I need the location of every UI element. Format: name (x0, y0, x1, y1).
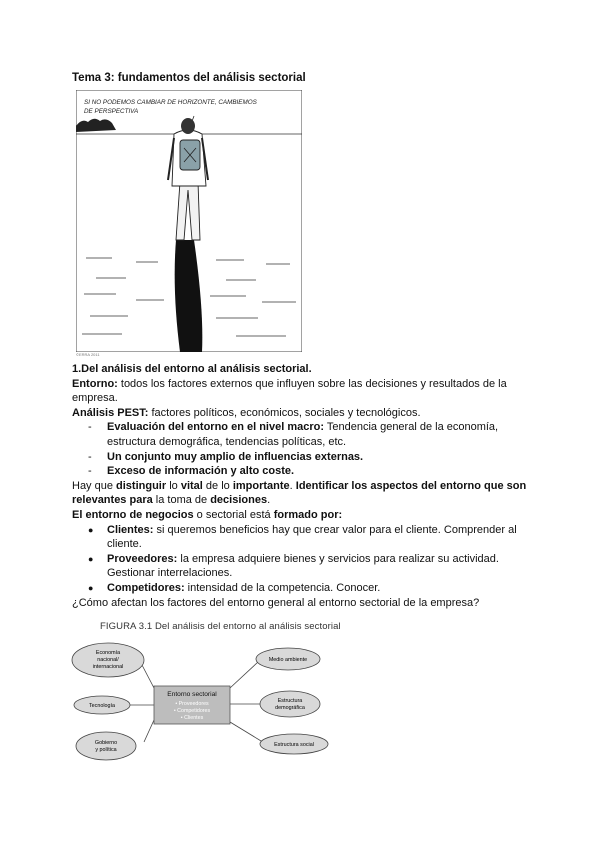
node-label: demográfica (275, 705, 305, 711)
pest-paragraph: Análisis PEST: factores políticos, económicos, sociales y tecnológicos. (72, 406, 421, 419)
center-item: • Proveedores (175, 701, 209, 707)
entorno-diagram (70, 640, 332, 765)
center-item: • Competidores (173, 708, 211, 714)
node-label: y política (95, 747, 117, 753)
center-title: Entorno sectorial (167, 691, 217, 698)
list-item: - Un conjunto muy amplio de influencias externas. (72, 450, 532, 465)
body-text (72, 362, 532, 610)
list-item: - Evaluación del entorno en el nivel macro: Tendencia general de la economía, estructura demográfica, tendencias políticas, etc. (72, 420, 532, 449)
node-estructura-demografica (260, 691, 320, 717)
cartoon-illustration (76, 90, 302, 352)
list-item: ● Competidores: intensidad de la competencia. Conocer. (72, 581, 532, 596)
node-label: Estructura social (274, 742, 314, 748)
node-label: internacional (92, 664, 124, 670)
question-paragraph: ¿Cómo afectan los factores del entorno general al entorno sectorial de la empresa? (72, 596, 480, 609)
cartoon-credit: ©ERRA 2011 (76, 352, 100, 357)
list-item: ● Clientes: si queremos beneficios hay que crear valor para el cliente. Comprender al cliente. (72, 523, 532, 552)
center-item: • Clientes (180, 715, 204, 721)
node-label: Gobierno (94, 740, 118, 746)
node-label: Economía (95, 650, 121, 656)
cartoon-caption-line2: DE PERSPECTIVA (84, 108, 139, 115)
figure-caption: FIGURA 3.1 Del análisis del entorno al análisis sectorial (100, 621, 341, 632)
node-label: nacional/ (97, 657, 119, 663)
node-label: Estructura (277, 698, 303, 704)
node-gobierno (76, 732, 136, 760)
node-label: Tecnología (88, 703, 116, 709)
page-title: Tema 3: fundamentos del análisis sectorial (72, 72, 306, 84)
sectorial-paragraph: El entorno de negocios o sectorial está formado por: (72, 508, 343, 521)
list-item: - Exceso de información y alto coste. (72, 464, 532, 479)
entorno-paragraph: Entorno: todos los factores externos que influyen sobre las decisiones y resultados de la empresa. (72, 377, 507, 405)
pest-dash-list (72, 420, 532, 478)
distinguir-paragraph: Hay que distinguir lo vital de lo importante. Identificar los aspectos del entorno que son relevantes para la toma de decisiones. (72, 479, 527, 507)
sectorial-bullet-list (72, 523, 532, 596)
list-item: ● Proveedores: la empresa adquiere bienes y servicios para realizar su actividad. Gestionar interrelaciones. (72, 552, 532, 581)
cartoon-caption-line1: SI NO PODEMOS CAMBIAR DE HORIZONTE, CAMBIEMOS (84, 99, 257, 106)
section-heading: 1.Del análisis del entorno al análisis sectorial. (72, 363, 312, 375)
node-label: Medio ambiente (268, 657, 308, 663)
